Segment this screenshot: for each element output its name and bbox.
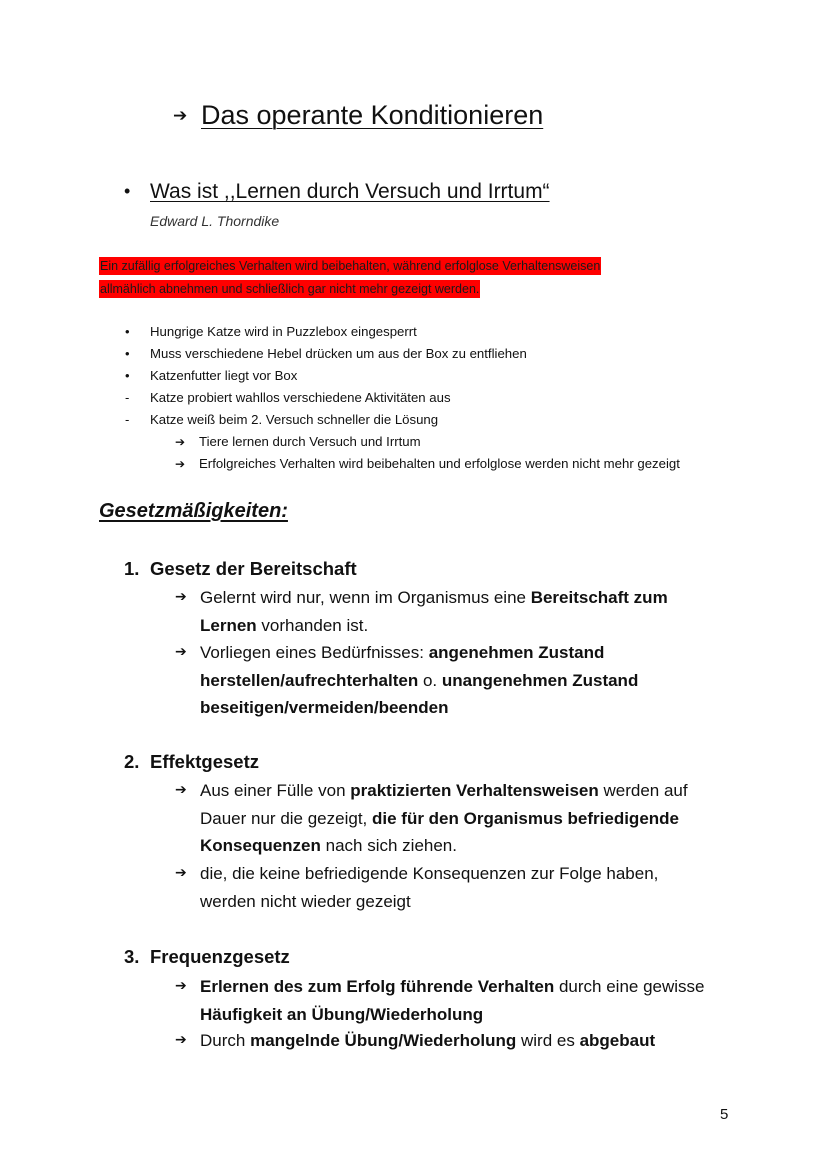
- page-title-text: Das operante Konditionieren: [201, 100, 544, 130]
- highlighted-definition-line-1: Ein zufällig erfolgreiches Verhalten wird beibehalten, während erfolglose Verhaltensweisen: [100, 259, 601, 273]
- arrow-right-icon: ➔: [175, 435, 186, 449]
- page-title: [173, 100, 543, 131]
- conclusion-item: ➔ Tiere lernen durch Versuch und Irrtum: [175, 434, 421, 449]
- highlighted-definition-line-2: allmählich abnehmen und schließlich gar nicht mehr gezeigt werden.: [100, 282, 480, 296]
- page-number: 5: [720, 1106, 729, 1123]
- law-heading: 3. Frequenzgesetz: [124, 946, 290, 967]
- dash-marker: -: [125, 390, 130, 405]
- question-text: Was ist ,,Lernen durch Versuch und Irrtum“: [150, 180, 550, 203]
- conclusion-item: ➔ Erfolgreiches Verhalten wird beibehalten und erfolglose werden nicht mehr gezeigt: [175, 456, 680, 471]
- bullet-icon: •: [125, 324, 130, 339]
- arrow-right-icon: ➔: [175, 644, 187, 660]
- author: Edward L. Thorndike: [150, 213, 280, 229]
- arrow-right-icon: ➔: [173, 106, 188, 126]
- arrow-right-icon: ➔: [175, 589, 187, 605]
- laws-heading: Gesetzmäßigkeiten:: [99, 500, 288, 522]
- section-question: [124, 180, 550, 204]
- bullet-icon: •: [124, 181, 131, 201]
- arrow-right-icon: ➔: [175, 865, 187, 881]
- law-heading: 2. Effektgesetz: [124, 751, 259, 772]
- arrow-right-icon: ➔: [175, 782, 187, 798]
- dash-marker: -: [125, 412, 130, 427]
- law-heading: 1. Gesetz der Bereitschaft: [124, 558, 357, 579]
- arrow-right-icon: ➔: [175, 457, 186, 471]
- bullet-icon: •: [125, 368, 130, 383]
- arrow-right-icon: ➔: [175, 978, 187, 994]
- arrow-right-icon: ➔: [175, 1032, 187, 1048]
- bullet-icon: •: [125, 346, 130, 361]
